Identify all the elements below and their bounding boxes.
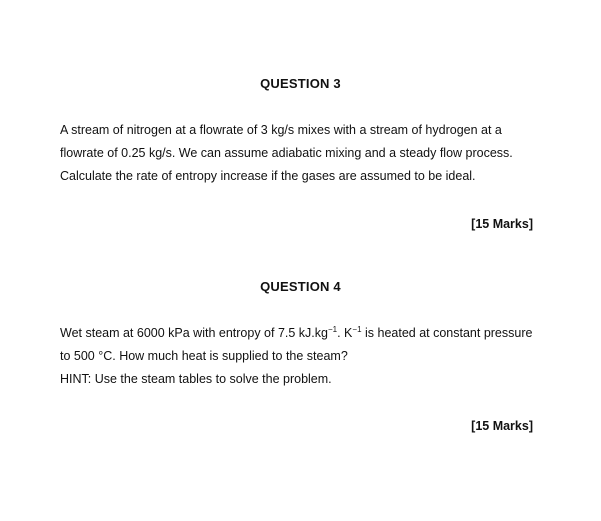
question-4-line-1-exponent-1: −1 (327, 324, 338, 334)
question-4-line-1-part-3: is heated at constant pressure (361, 326, 533, 340)
question-4-line-1 (60, 322, 560, 345)
question-3-line-1: A stream of nitrogen at a flowrate of 3 kg/s mixes with a stream of hydrogen at a (60, 123, 502, 137)
question-3-heading: QUESTION 3 (260, 76, 341, 91)
question-3-marks: [15 Marks] (471, 217, 533, 231)
question-3-line-3: Calculate the rate of entropy increase if the gases are assumed to be ideal. (60, 169, 476, 183)
question-4-heading: QUESTION 4 (260, 279, 341, 294)
question-4-line-1-exponent-2: −1 (352, 324, 362, 334)
question-4-line-1-part-1: Wet steam at 6000 kPa with entropy of 7.5 kJ.kg (60, 326, 328, 340)
question-3-text (60, 119, 560, 188)
question-4-hint: HINT: Use the steam tables to solve the problem. (60, 372, 332, 386)
question-4-text (60, 322, 560, 391)
question-4-marks: [15 Marks] (471, 419, 533, 433)
question-4-line-1-part-2: . K (337, 326, 353, 340)
question-3-line-2: flowrate of 0.25 kg/s. We can assume adiabatic mixing and a steady flow process. (60, 146, 513, 160)
question-4-line-2: to 500 °C. How much heat is supplied to the steam? (60, 349, 348, 363)
